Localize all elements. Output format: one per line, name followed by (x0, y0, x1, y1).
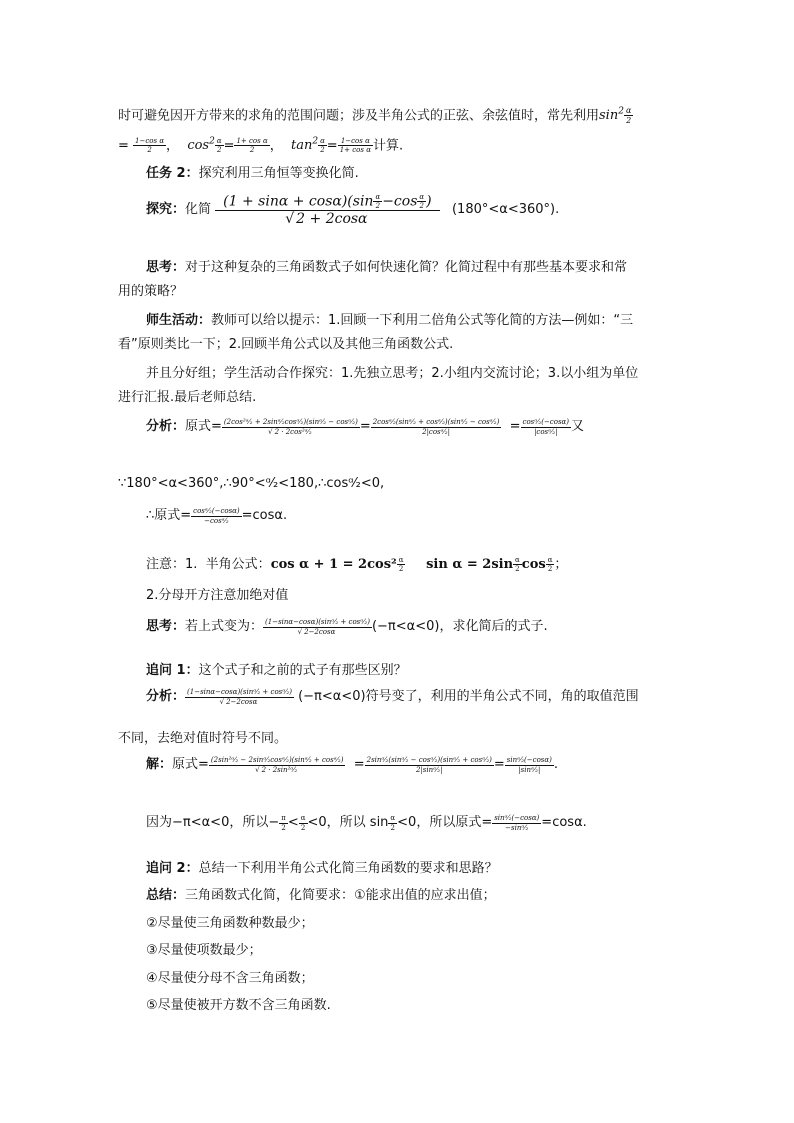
because-2: 因为−π<α<0，所以− $\frac{\pi}{2}$ < $\frac{\alpha}{2}$ <0，所以 sin $\frac{\alpha}{2}$ <0，所以原式= $\frac{\text{sinᵅ⁄₂(−cosα)}}{\text{−sinᵅ⁄₂}}$ =cosα. (146, 814, 587, 832)
group-line1: 并且分好组；学生活动合作探究：1.先独立思考；2.小组内交流讨论；3.以小组为单位 (146, 366, 639, 381)
activity-line1: 师生活动：教师可以给以提示：1.回顾一下利用二倍角公式等化简的方法—例如：“三 (146, 313, 634, 328)
solution-frac2: $\frac{\text{2sinᵅ⁄₂(sinᵅ⁄₂ − cosᵅ⁄₂)(sinᵅ⁄₂ + cosᵅ⁄₂)}}{\text{2|sinᵅ⁄₂|}}$ (366, 756, 492, 774)
summary-item: ④尽量使分母不含三角函数； (146, 971, 314, 986)
cos-half-fraction: $\frac{\text{1+ cos α}}{2}$ (236, 137, 268, 155)
sin-squared: $\sin^2$ (599, 107, 624, 124)
think2-fraction: $\frac{\text{(1−sinα−cosα)(sinᵅ⁄₂ + cosᵅ⁄₂)}}{√ 2-2\cos\alpha}$ (265, 618, 370, 636)
summary-item: ③尽量使项数最少； (146, 943, 262, 958)
activity-line2: 看”原则类比一下；2.回顾半角公式以及其他三角函数公式. (118, 337, 454, 352)
tan-half-fraction: $\frac{\text{1−cos α}}{\text{1+ cos α}}$ (339, 137, 371, 155)
result-1: ∴原式= $\frac{\text{cosᵅ⁄₂(−cosα)}}{\text{−cosᵅ⁄₂}}$ =cosα. (146, 507, 288, 525)
note-2: 2.分母开方注意加绝对值 (146, 588, 289, 603)
solution-frac1: $\frac{\text{(2sin²ᵅ⁄₂ − 2sinᵅ⁄₂cosᵅ⁄₂)(sinᵅ⁄₂ + cosᵅ⁄₂)}}{\text{√ 2 · 2sin²ᵅ⁄₂}}$ (210, 756, 344, 774)
task-2-heading: 任务 2：探究利用三角恒等变换化简. (146, 166, 359, 181)
paragraph-half-angle-formulas: = $\frac{\text{1−cos α}}{2}$ ， $\cos^2$ $\frac{\alpha}{2}$ = $\frac{\text{1+ cos α}}{2}$ ， $\tan^2$ $\frac{\alpha}{2}$ = $\frac{\text{1−cos α}}{\text{1+ cos α}}$ 计算. (118, 137, 404, 155)
analysis1-frac3: $\frac{\text{cosᵅ⁄₂(−cosα)}}{\text{|cosᵅ⁄₂|}}$ (522, 418, 569, 436)
explore-problem: 探究：化简 (1 + sinα + cosα)(sin $\frac{\alpha}{2}$ −cos $\frac{\alpha}{2}$ ) √ 2 + 2cosα (180°<α<360°). (146, 193, 560, 228)
summary-item: ②尽量使三角函数种数最少； (146, 916, 314, 931)
note-1: 注意：1. 半角公式：cos α + 1 = 2cos² $\frac{\alpha}{2}$ sin α = 2sin $\frac{\alpha}{2}$ cos $\frac{\alpha}{2}$ ； (146, 556, 568, 574)
because-1: ∵180°<α<360°,∴90°<ᵅ⁄₂<180,∴cosᵅ⁄₂<0, (118, 476, 385, 491)
analysis-1: 分析：原式= $\frac{\text{(2cos²ᵅ⁄₂ + 2sinᵅ⁄₂cosᵅ⁄₂)(sinᵅ⁄₂ − cosᵅ⁄₂)}}{\text{√ 2 · 2cos²ᵅ⁄₂}}$ = $\frac{\text{2cosᵅ⁄₂(sinᵅ⁄₂ + cosᵅ⁄₂)(sinᵅ⁄₂ − cosᵅ⁄₂)}}{\text{2|cosᵅ⁄₂|}}$ = $\frac{\text{cosᵅ⁄₂(−cosα)}}{\text{|cosᵅ⁄₂|}}$ 又 (146, 418, 585, 436)
think-1-line2: 用的策略？ (118, 284, 184, 299)
sin-half-fraction: $\frac{\text{1−cos α}}{2}$ (135, 137, 165, 155)
paragraph-half-angle-intro (118, 103, 633, 126)
summary: 总结：三角函数式化简，化简要求：①能求出值的应求出值； (146, 888, 496, 903)
analysis2-fraction: $\frac{\text{(1−sinα−cosα)(sinᵅ⁄₂ + cosᵅ⁄₂)}}{√ 2-2\cos\alpha}$ (187, 688, 292, 706)
because2-fraction: $\frac{\text{sinᵅ⁄₂(−cosα)}}{\text{−sinᵅ⁄₂}}$ (494, 814, 540, 832)
group-line2: 进行汇报.最后老师总结. (118, 390, 257, 405)
alpha-over-two: $\frac{\alpha}{2}$ (625, 106, 632, 126)
solution-frac3: $\frac{\text{sinᵅ⁄₂(−cosα)}}{\text{|sinᵅ⁄₂|}}$ (506, 756, 552, 774)
follow-up-2: 追问 2：总结一下利用半角公式化简三角函数的要求和思路？ (146, 861, 498, 876)
analysis1-frac2: $\frac{\text{2cosᵅ⁄₂(sinᵅ⁄₂ + cosᵅ⁄₂)(sinᵅ⁄₂ − cosᵅ⁄₂)}}{\text{2|cosᵅ⁄₂|}}$ (372, 418, 500, 436)
result1-fraction: $\frac{\text{cosᵅ⁄₂(−cosα)}}{\text{−cosᵅ⁄₂}}$ (193, 507, 240, 525)
explore-fraction: (1 + sinα + cosα)(sin $\frac{\alpha}{2}$ −cos $\frac{\alpha}{2}$ ) √ 2 + 2cosα (215, 193, 439, 227)
follow-up-1: 追问 1：这个式子和之前的式子有那些区别？ (146, 663, 407, 678)
solution: 解：原式= $\frac{\text{(2sin²ᵅ⁄₂ − 2sinᵅ⁄₂cosᵅ⁄₂)(sinᵅ⁄₂ + cosᵅ⁄₂)}}{\text{√ 2 · 2sin²ᵅ⁄₂}}$ = $\frac{\text{2sinᵅ⁄₂(sinᵅ⁄₂ − cosᵅ⁄₂)(sinᵅ⁄₂ + cosᵅ⁄₂)}}{\text{2|sinᵅ⁄₂|}}$ = $\frac{\text{sinᵅ⁄₂(−cosα)}}{\text{|sinᵅ⁄₂|}}$ . (146, 756, 558, 774)
think-2: 思考：若上式变为： $\frac{\text{(1−sinα−cosα)(sinᵅ⁄₂ + cosᵅ⁄₂)}}{√ 2-2\cos\alpha}$ (−π<α<0)，求化简后的式子. (146, 618, 548, 636)
summary-item: ⑤尽量使被开方数不含三角函数. (146, 998, 331, 1013)
analysis-2-line2: 不同，去绝对值时符号不同。 (118, 731, 288, 746)
analysis1-frac1: $\frac{\text{(2cos²ᵅ⁄₂ + 2sinᵅ⁄₂cosᵅ⁄₂)(sinᵅ⁄₂ − cosᵅ⁄₂)}}{\text{√ 2 · 2cos²ᵅ⁄₂}}$ (223, 418, 358, 436)
cos-squared: $\cos^2$ (187, 137, 215, 154)
tan-squared: $\tan^2$ (290, 137, 319, 154)
analysis-2: 分析： $\frac{\text{(1−sinα−cosα)(sinᵅ⁄₂ + cosᵅ⁄₂)}}{√ 2-2\cos\alpha}$ (−π<α<0)符号变了，利用的半角公式不同，角的取值范围 (146, 688, 639, 706)
think-1-line1: 思考：对于这种复杂的三角函数式子如何快速化简？化简过程中有那些基本要求和常 (146, 260, 628, 275)
intro-text: 时可避免因开方带来的求角的范围问题；涉及半角公式的正弦、余弦值时，常先利用 (118, 108, 600, 124)
